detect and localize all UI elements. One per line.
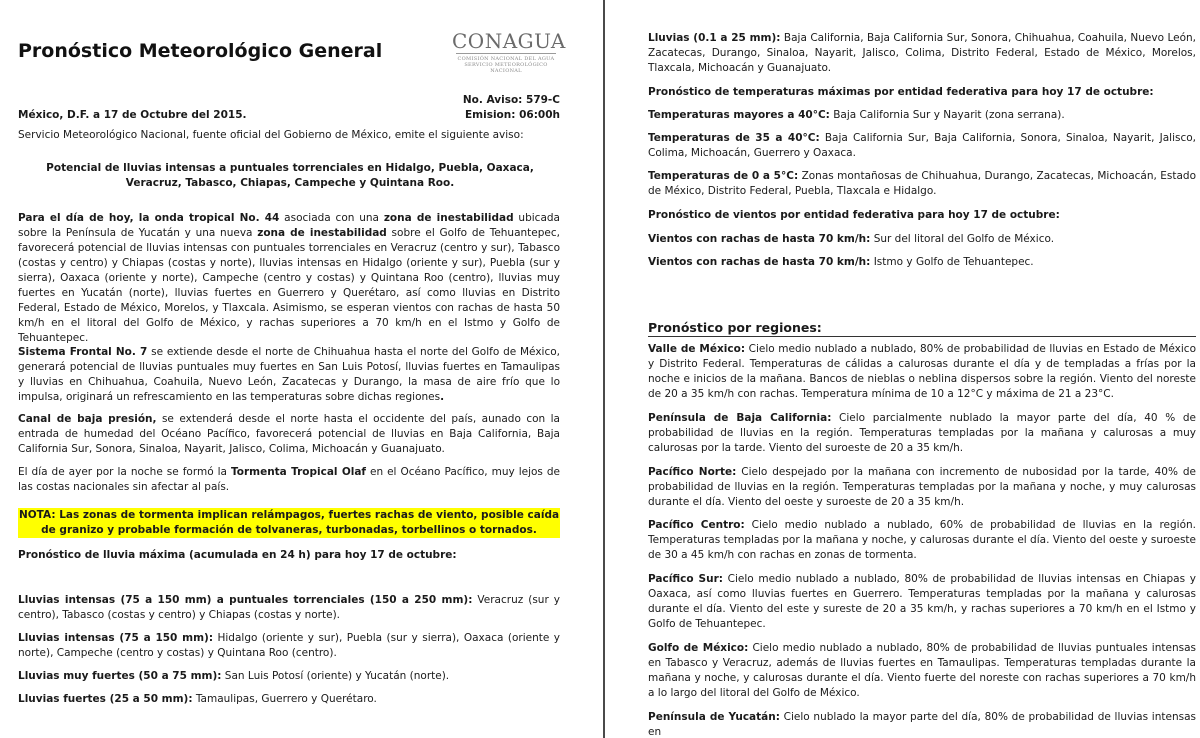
wind-heading: Pronóstico de vientos por entidad federativa para hoy 17 de octubre: xyxy=(648,209,1060,221)
rain-heading: Pronóstico de lluvia máxima (acumulada en 24 h) para hoy 17 de octubre: xyxy=(18,549,457,561)
logo-subtitle-1: COMISIÓN NACIONAL DEL AGUA xyxy=(457,56,555,62)
emission-time: Emision: 06:00h xyxy=(464,109,560,121)
paragraph-cold-front: Sistema Frontal No. 7 se extiende desde el norte de Chihuahua hasta el norte del Golfo de México, generará potencial de lluvias puntuales muy fuertes en San Luis Potosí, lluvias fuertes en Tamaulipas y lluvias en Chihuahua, Coahuila, Nuevo León, Zacatecas y Durango, la masa de aire frío que lo impulsa, originará un refrescamiento en las temperaturas sobre dichas regiones. xyxy=(18,346,560,403)
page-divider xyxy=(603,0,605,738)
intro-text: Servicio Meteorológico Nacional, fuente oficial del Gobierno de México, emite el siguiente aviso: xyxy=(18,129,524,141)
right-page xyxy=(606,0,1200,738)
storm-note: NOTA: Las zonas de tormenta implican relámpagos, fuertes rachas de viento, posible caída de granizo y probable formación de tolvaneras, turbonadas, torbellinos o tornados. xyxy=(18,509,560,536)
conagua-logo xyxy=(452,29,566,74)
temperature-item: Temperaturas de 0 a 5°C: Zonas montañosas de Chihuahua, Durango, Zacatecas, Michoacán, Estado de México, Distrito Federal, Puebla, Tlaxcala e Hidalgo. xyxy=(648,170,1196,197)
place-date: México, D.F. a 17 de Octubre del 2015. xyxy=(18,109,247,121)
paragraph-low-pressure: Canal de baja presión, se extenderá desde el norte hasta el occidente del país, aunado con la entrada de humedad del Océano Pacífico, favorecerá potencial de lluvias en Baja California, Baja California Sur, Sonora, Sinaloa, Nayarit, Jalisco, Colima, Michoacán y Guanajuato. xyxy=(18,413,560,455)
page-title: Pronóstico Meteorológico General xyxy=(18,40,383,62)
temperature-item: Temperaturas mayores a 40°C: Baja California Sur y Nayarit (zona serrana). xyxy=(648,109,1065,121)
region-item: Valle de México: Cielo medio nublado a nublado, 80% de probabilidad de lluvias en Estado de México y Distrito Federal. Temperaturas de cálidas a calurosas durante el día y de templadas a frías por la noche e inicios de la mañana. Bancos de nieblas o neblina dispersos sobre la región. Viento del noreste de 20 a 35 km/h con rachas. Temperatura mínima de 10 a 12°C y máxima de 21 a 23°C. xyxy=(648,343,1196,400)
logo-name: CONAGUA xyxy=(452,29,566,53)
logo-subtitle-2: SERVICIO METEOROLÓGICO NACIONAL xyxy=(464,62,548,74)
wind-item: Vientos con rachas de hasta 70 km/h: Sur del litoral del Golfo de México. xyxy=(648,233,1055,245)
wind-item: Vientos con rachas de hasta 70 km/h: Istmo y Golfo de Tehuantepec. xyxy=(648,256,1034,268)
rain-item: Lluvias muy fuertes (50 a 75 mm): San Luis Potosí (oriente) y Yucatán (norte). xyxy=(18,670,450,682)
logo-rule xyxy=(456,53,556,54)
region-item: Península de Yucatán: Cielo nublado la mayor parte del día, 80% de probabilidad de lluvias intensas en xyxy=(648,711,1196,738)
aviso-number: No. Aviso: 579-C xyxy=(462,94,560,106)
regions-heading: Pronóstico por regiones: xyxy=(648,320,1196,337)
region-item: Golfo de México: Cielo medio nublado a nublado, 80% de probabilidad de lluvias puntuales intensas en Tabasco y Veracruz, además de lluvias fuertes en Tamaulipas. Temperaturas templadas durante la mañana y noche, y calurosas durante el día. Viento fuerte del noreste con rachas superiores a 70 km/h a lo largo del litoral del Golfo de México. xyxy=(648,642,1196,699)
region-item: Pacífico Sur: Cielo medio nublado a nublado, 80% de probabilidad de lluvias intensas en Chiapas y Oaxaca, así como lluvias fuertes en Guerrero. Temperaturas templadas por la mañana y calurosas durante el día. Viento del este y sureste de 20 a 35 km/h, y rachas superiores a 70 km/h en el Istmo y Golfo de Tehuantepec. xyxy=(648,573,1196,630)
region-item: Península de Baja California: Cielo parcialmente nublado la mayor parte del día, 40 % de probabilidad de lluvias en la región. Temperaturas templadas por la mañana y calurosas a muy calurosas por la tarde. Viento del suroeste de 20 a 35 km/h. xyxy=(648,412,1196,454)
temperature-heading: Pronóstico de temperaturas máximas por entidad federativa para hoy 17 de octubre: xyxy=(648,86,1154,98)
paragraph-tropical-wave: Para el día de hoy, la onda tropical No. 44 asociada con una zona de inestabilidad ubicada sobre la Península de Yucatán y una nueva zona de inestabilidad sobre el Golfo de Tehuantepec, favorecerá potencial de lluvias intensas con puntuales torrenciales en Veracruz (centro y sur), Tabasco (costas y centro) y Chiapas (costas y norte), lluvias intensas en Hidalgo (oriente y sur), Puebla (sur y sierra), Oaxaca (oriente y norte), Campeche (centro y costas) y Quintana Roo (centro), lluvias muy fuertes en Yucatán (norte), lluvias fuertes en Guerrero y Querétaro, así como lluvias en Distrito Federal, Estado de México, Morelos, y Tlaxcala. Asimismo, se esperan vientos con rachas de hasta 50 km/h en el litoral del Golfo de México, y rachas superiores a 70 km/h en el Istmo y Golfo de Tehuantepec. xyxy=(18,212,560,344)
temperature-item: Temperaturas de 35 a 40°C: Baja California Sur, Baja California, Sonora, Sinaloa, Nayarit, Jalisco, Colima, Michoacán, Guerrero y Oaxaca. xyxy=(648,132,1196,159)
rain-item: Lluvias intensas (75 a 150 mm): Hidalgo (oriente y sur), Puebla (sur y sierra), Oaxaca (oriente y norte), Campeche (centro y costas) y Quintana Roo (centro). xyxy=(18,632,560,659)
region-item: Pacífico Centro: Cielo medio nublado a nublado, 60% de probabilidad de lluvias en la región. Temperaturas templadas por la mañana y noche, y calurosas durante el día. Viento del oeste y suroeste de 30 a 45 km/h con rachas en zonas de tormenta. xyxy=(648,519,1196,561)
region-item: Pacífico Norte: Cielo despejado por la mañana con incremento de nubosidad por la tarde, 40% de probabilidad de lluvias en la región. Temperaturas templadas por la mañana y noche, y muy calurosas durante el día. Viento del oeste y suroeste de 20 a 35 km/h. xyxy=(648,466,1196,508)
headline: Potencial de lluvias intensas a puntuales torrenciales en Hidalgo, Puebla, Oaxaca, Veracruz, Tabasco, Chiapas, Campeche y Quintana Roo. xyxy=(46,162,534,189)
paragraph-tropical-storm: El día de ayer por la noche se formó la Tormenta Tropical Olaf en el Océano Pacífico, muy lejos de las costas nacionales sin afectar al país. xyxy=(18,466,560,493)
rain-item: Lluvias fuertes (25 a 50 mm): Tamaulipas, Guerrero y Querétaro. xyxy=(18,693,377,705)
rain-light-item: Lluvias (0.1 a 25 mm): Baja California, Baja California Sur, Sonora, Chihuahua, Coahuila, Nuevo León, Zacatecas, Durango, Sinaloa, Nayarit, Jalisco, Colima, Distrito Federal, Estado de México, Morelos, Tlaxcala, Michoacán y Guanajuato. xyxy=(648,32,1196,74)
rain-item: Lluvias intensas (75 a 150 mm) a puntuales torrenciales (150 a 250 mm): Veracruz (sur y centro), Tabasco (costas y centro) y Chiapas (costas y norte). xyxy=(18,594,560,621)
